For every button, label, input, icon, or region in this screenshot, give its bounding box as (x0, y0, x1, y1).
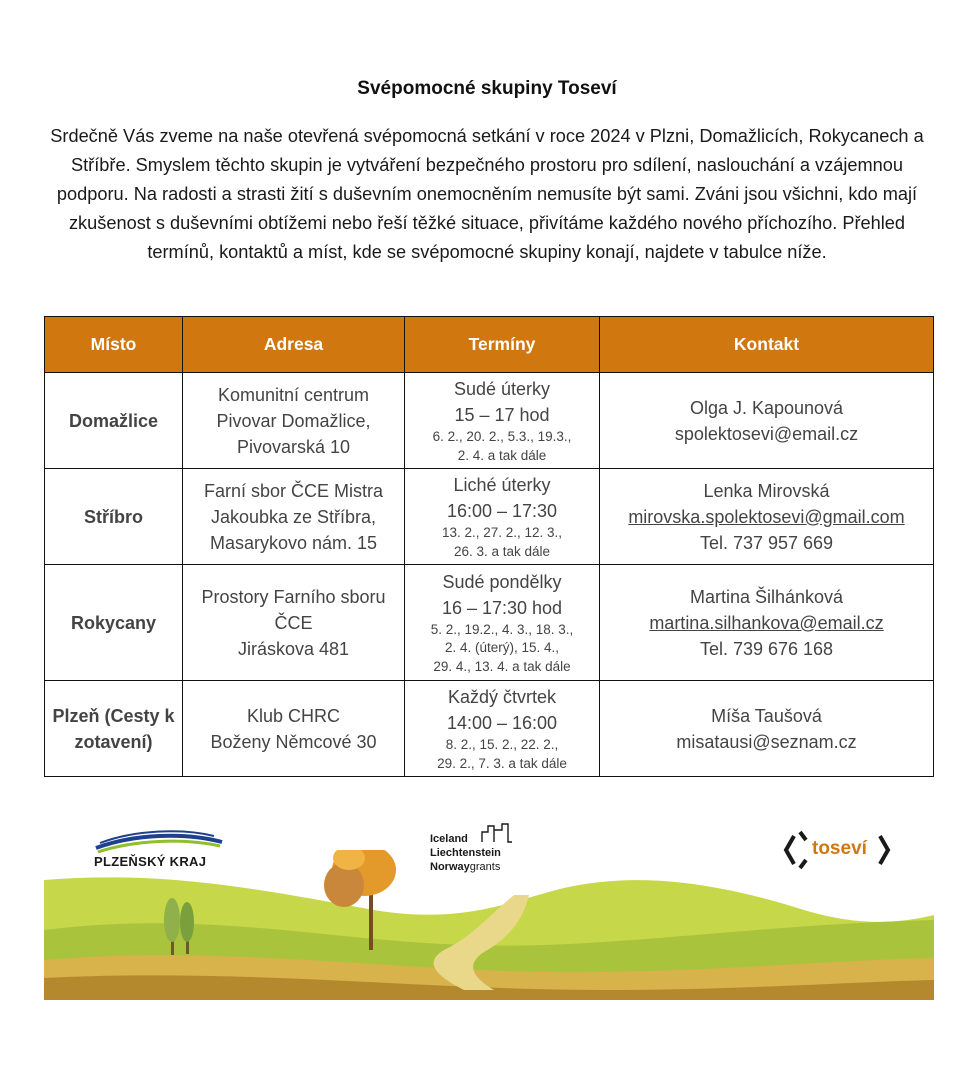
tosevi-logo (782, 830, 892, 870)
grants-line-norway: Norway (430, 861, 470, 873)
table-row (45, 469, 934, 565)
plzensky-kraj-swoosh-icon (94, 826, 224, 854)
header-contact: Kontakt (600, 317, 934, 373)
term-time: 14:00 – 16:00 (446, 713, 558, 733)
intro-paragraph: Srdečně Vás zveme na naše otevřená svépomocná setkání v roce 2024 v Plzni, Domažlicích, Rokycanech a Stříbře. Smyslem těchto skupin je vytváření bezpečného prostoru pro sdílení, naslouchání a vzájemnou podporu. Na radosti a strasti žití s duševním onemocněním nemusíte být sami. Zváni jsou všichni, kdo mají zkušenost s duševními obtížemi nebo řeší těžké situace, přivítáme každého nového příchozího. Přehled termínů, kontaktů a míst, kde se svépomocné skupiny konají, najdete v tabulce níže. (50, 126, 924, 262)
table-row (45, 565, 934, 681)
contact-phone: Tel. 739 676 168 (699, 638, 834, 659)
address-line: Komunitní centrum (217, 384, 370, 405)
contact-name: Lenka Mirovská (703, 480, 830, 501)
plzensky-kraj-label: PLZEŇSKÝ KRAJ (94, 854, 207, 869)
term-dates: 13. 2., 27. 2., 12. 3., (441, 525, 563, 540)
terms-cell (405, 469, 600, 565)
address-line: Masarykovo nám. 15 (209, 532, 378, 553)
contact-cell (600, 373, 934, 469)
header-place: Místo (45, 317, 183, 373)
tosevi-wordmark: toseví (812, 838, 867, 859)
plzensky-kraj-logo (94, 826, 224, 876)
header-terms: Termíny (405, 317, 600, 373)
address-line: Pivovarská 10 (236, 436, 351, 457)
contact-name: Martina Šilhánková (689, 586, 844, 607)
address-line: Jiráskova 481 (237, 638, 350, 659)
address-cell (183, 469, 405, 565)
address-line: Pivovar Domažlice, (216, 410, 371, 431)
table-header-row (45, 317, 934, 373)
schedule-table (44, 316, 934, 777)
contact-name: Olga J. Kapounová (689, 397, 844, 418)
footer-illustration (44, 810, 934, 1010)
grants-line-iceland: Iceland (430, 833, 468, 845)
term-dates: 29. 4., 13. 4. a tak dále (433, 658, 571, 674)
eea-grants-logo (430, 822, 550, 882)
contact-cell (600, 469, 934, 565)
term-dates: 26. 3. a tak dále (453, 543, 551, 559)
grants-line-liechtenstein: Liechtenstein (430, 847, 501, 859)
address-line: Klub CHRC (246, 705, 341, 726)
contact-cell (600, 681, 934, 777)
address-cell (183, 565, 405, 681)
term-day: Sudé úterky (453, 379, 551, 399)
place-cell: Stříbro (45, 469, 183, 565)
term-dates: 2. 4. (úterý), 15. 4., (444, 640, 560, 656)
page-title: Svépomocné skupiny Toseví (357, 78, 617, 99)
terms-cell (405, 681, 600, 777)
place-cell: Domažlice (45, 373, 183, 469)
address-line: Boženy Němcové 30 (210, 731, 377, 752)
terms-cell (405, 565, 600, 681)
place-cell: Rokycany (45, 565, 183, 681)
term-dates: 8. 2., 15. 2., 22. 2., (445, 737, 559, 752)
address-line: Farní sbor ČCE Mistra (203, 480, 384, 501)
grants-word: grants (469, 861, 501, 873)
contact-email-link[interactable]: mirovska.spolektosevi@gmail.com (628, 506, 905, 527)
contact-name: Míša Taušová (711, 705, 822, 726)
term-day: Každý čtvrtek (447, 687, 557, 707)
contact-email: spolektosevi@email.cz (674, 423, 859, 444)
term-dates: 6. 2., 20. 2., 5.3., 19.3., (432, 429, 572, 444)
address-cell (183, 681, 405, 777)
place-cell: Plzeň (Cesty k zotavení) (45, 681, 183, 777)
contact-cell (600, 565, 934, 681)
contact-email-link[interactable]: martina.silhankova@email.cz (649, 612, 884, 633)
terms-cell (405, 373, 600, 469)
address-line: Prostory Farního sboru (201, 586, 386, 607)
address-line: Jakoubka ze Stříbra, (210, 506, 377, 527)
term-day: Sudé pondělky (442, 571, 562, 592)
term-dates: 2. 4. a tak dále (457, 447, 547, 463)
term-day: Liché úterky (453, 475, 551, 495)
table-row (45, 681, 934, 777)
contact-phone: Tel. 737 957 669 (699, 532, 834, 553)
term-time: 16 – 17:30 hod (441, 597, 563, 618)
term-time: 16:00 – 17:30 (446, 501, 558, 521)
address-cell (183, 373, 405, 469)
contact-email: misatausi@seznam.cz (676, 731, 857, 752)
term-time: 15 – 17 hod (454, 405, 550, 425)
table-row (45, 373, 934, 469)
term-dates: 5. 2., 19.2., 4. 3., 18. 3., (430, 621, 574, 637)
header-address: Adresa (183, 317, 405, 373)
term-dates: 29. 2., 7. 3. a tak dále (437, 755, 567, 771)
address-line: ČCE (274, 612, 313, 633)
